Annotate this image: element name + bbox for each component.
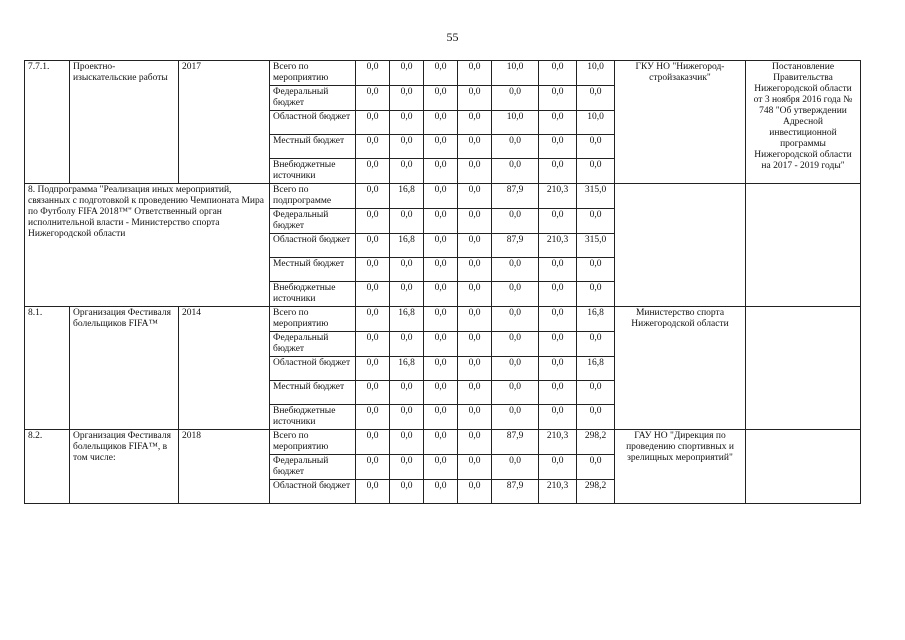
amount-cell: 0,0 [356,455,390,480]
item-year: 2018 [179,430,270,504]
amount-cell: 0,0 [356,307,390,332]
amount-cell: 315,0 [577,234,615,258]
amount-cell: 0,0 [390,405,424,430]
amount-cell: 0,0 [424,332,458,357]
amount-cell: 0,0 [424,282,458,307]
item-year: 2017 [179,61,270,184]
amount-cell: 0,0 [424,381,458,405]
amount-cell: 0,0 [577,381,615,405]
basis-cell: Постановление Правительства Нижегородской области от 3 ноября 2016 года № 748 "Об утверждении Адресной инвестиционной программы Нижегородской области на 2017 - 2019 годы" [746,61,861,184]
funding-source: Всего по подпрограмме [270,184,356,209]
amount-cell: 0,0 [492,307,539,332]
funding-source: Местный бюджет [270,258,356,282]
amount-cell: 0,0 [577,258,615,282]
amount-cell: 0,0 [424,184,458,209]
item-year: 2014 [179,307,270,430]
funding-source: Всего по мероприятию [270,307,356,332]
amount-cell: 0,0 [458,209,492,234]
amount-cell: 87,9 [492,480,539,504]
funding-source: Всего по мероприятию [270,61,356,86]
amount-cell: 0,0 [577,455,615,480]
item-name: Проектно-изыскательские работы [70,61,179,184]
amount-cell: 0,0 [356,234,390,258]
amount-cell: 210,3 [539,430,577,455]
amount-cell: 0,0 [539,405,577,430]
subprogram-title: 8. Подпрограмма "Реализация иных мероприятий, связанных с подготовкой к проведению Чемпионата Мира по Футболу FIFA 2018™" Ответственный орган исполнительной власти - Министерство спорта Нижегородской области [25,184,270,307]
amount-cell: 16,8 [577,357,615,381]
amount-cell: 0,0 [458,258,492,282]
amount-cell: 0,0 [356,357,390,381]
amount-cell: 210,3 [539,480,577,504]
amount-cell: 10,0 [492,111,539,135]
amount-cell: 0,0 [424,234,458,258]
amount-cell: 10,0 [577,111,615,135]
amount-cell: 10,0 [577,61,615,86]
amount-cell: 0,0 [390,430,424,455]
page-number: 55 [446,30,459,44]
amount-cell: 0,0 [539,111,577,135]
item-name: Организация Фестиваля болельщиков FIFA™ [70,307,179,430]
amount-cell: 0,0 [458,480,492,504]
amount-cell: 0,0 [539,381,577,405]
amount-cell: 210,3 [539,184,577,209]
amount-cell: 10,0 [492,61,539,86]
funding-source: Федеральный бюджет [270,455,356,480]
amount-cell: 0,0 [356,405,390,430]
amount-cell: 0,0 [577,86,615,111]
funding-source: Внебюджетные источники [270,159,356,184]
amount-cell: 0,0 [356,61,390,86]
amount-cell: 0,0 [390,258,424,282]
amount-cell: 0,0 [424,455,458,480]
amount-cell: 0,0 [424,405,458,430]
basis-cell [746,430,861,504]
amount-cell: 0,0 [458,135,492,159]
amount-cell: 0,0 [539,258,577,282]
amount-cell: 0,0 [492,135,539,159]
amount-cell: 16,8 [390,357,424,381]
amount-cell: 0,0 [577,209,615,234]
amount-cell: 0,0 [539,282,577,307]
amount-cell: 0,0 [458,111,492,135]
amount-cell: 298,2 [577,430,615,455]
amount-cell: 0,0 [577,332,615,357]
funding-source: Областной бюджет [270,234,356,258]
amount-cell: 16,8 [577,307,615,332]
amount-cell: 87,9 [492,430,539,455]
table-row [25,430,861,455]
amount-cell: 0,0 [539,357,577,381]
executor-cell: ГАУ НО "Дирекция по проведению спортивных и зрелищных мероприятий" [615,430,746,504]
basis-cell [746,307,861,430]
amount-cell: 0,0 [356,86,390,111]
amount-cell: 0,0 [492,258,539,282]
amount-cell: 0,0 [458,430,492,455]
amount-cell: 0,0 [539,159,577,184]
item-code: 8.2. [25,430,70,504]
item-code: 8.1. [25,307,70,430]
amount-cell: 0,0 [492,209,539,234]
amount-cell: 0,0 [539,455,577,480]
amount-cell: 0,0 [390,332,424,357]
amount-cell: 0,0 [424,111,458,135]
funding-source: Областной бюджет [270,480,356,504]
amount-cell: 315,0 [577,184,615,209]
funding-source: Внебюджетные источники [270,405,356,430]
amount-cell: 0,0 [424,135,458,159]
amount-cell: 0,0 [458,61,492,86]
amount-cell: 0,0 [458,307,492,332]
amount-cell: 0,0 [424,209,458,234]
amount-cell: 0,0 [577,405,615,430]
amount-cell: 16,8 [390,234,424,258]
executor-cell: ГКУ НО "Нижегород-стройзаказчик" [615,61,746,184]
amount-cell: 298,2 [577,480,615,504]
amount-cell: 0,0 [424,258,458,282]
amount-cell: 0,0 [424,357,458,381]
amount-cell: 0,0 [539,86,577,111]
amount-cell: 0,0 [356,159,390,184]
funding-source: Федеральный бюджет [270,209,356,234]
funding-source: Областной бюджет [270,357,356,381]
amount-cell: 0,0 [539,135,577,159]
amount-cell: 0,0 [458,381,492,405]
amount-cell: 0,0 [492,282,539,307]
amount-cell: 0,0 [458,86,492,111]
amount-cell: 0,0 [492,357,539,381]
amount-cell: 0,0 [356,381,390,405]
amount-cell: 0,0 [577,282,615,307]
amount-cell: 0,0 [390,111,424,135]
funding-source: Местный бюджет [270,381,356,405]
amount-cell: 0,0 [424,86,458,111]
amount-cell: 0,0 [390,480,424,504]
amount-cell: 0,0 [390,135,424,159]
table-row [25,61,861,86]
amount-cell: 0,0 [424,61,458,86]
amount-cell: 0,0 [539,307,577,332]
amount-cell: 0,0 [390,209,424,234]
basis-cell [746,184,861,307]
amount-cell: 0,0 [492,86,539,111]
funding-source: Местный бюджет [270,135,356,159]
executor-cell [615,184,746,307]
amount-cell: 0,0 [458,282,492,307]
amount-cell: 0,0 [356,430,390,455]
amount-cell: 0,0 [424,480,458,504]
amount-cell: 0,0 [458,159,492,184]
amount-cell: 0,0 [356,332,390,357]
amount-cell: 16,8 [390,184,424,209]
funding-source: Внебюджетные источники [270,282,356,307]
amount-cell: 0,0 [390,381,424,405]
amount-cell: 0,0 [539,209,577,234]
funding-source: Областной бюджет [270,111,356,135]
funding-source: Всего по мероприятию [270,430,356,455]
amount-cell: 0,0 [356,480,390,504]
amount-cell: 0,0 [492,381,539,405]
table-row [25,307,861,332]
amount-cell: 16,8 [390,307,424,332]
amount-cell: 0,0 [458,455,492,480]
amount-cell: 0,0 [492,332,539,357]
amount-cell: 0,0 [356,135,390,159]
amount-cell: 87,9 [492,234,539,258]
amount-cell: 0,0 [424,430,458,455]
financing-table [24,60,861,504]
amount-cell: 0,0 [390,159,424,184]
amount-cell: 0,0 [390,61,424,86]
executor-cell: Министерство спорта Нижегородской области [615,307,746,430]
amount-cell: 0,0 [458,332,492,357]
table-row [25,184,861,209]
amount-cell: 0,0 [539,332,577,357]
amount-cell: 0,0 [390,282,424,307]
amount-cell: 0,0 [356,282,390,307]
amount-cell: 0,0 [424,159,458,184]
amount-cell: 0,0 [356,209,390,234]
amount-cell: 0,0 [390,86,424,111]
amount-cell: 0,0 [424,307,458,332]
amount-cell: 0,0 [356,184,390,209]
amount-cell: 0,0 [492,159,539,184]
amount-cell: 0,0 [539,61,577,86]
amount-cell: 0,0 [390,455,424,480]
amount-cell: 0,0 [458,234,492,258]
item-code: 7.7.1. [25,61,70,184]
amount-cell: 0,0 [577,135,615,159]
amount-cell: 0,0 [577,159,615,184]
amount-cell: 0,0 [458,405,492,430]
amount-cell: 87,9 [492,184,539,209]
amount-cell: 0,0 [458,184,492,209]
amount-cell: 210,3 [539,234,577,258]
amount-cell: 0,0 [492,455,539,480]
funding-source: Федеральный бюджет [270,332,356,357]
item-name: Организация Фестиваля болельщиков FIFA™, в том числе: [70,430,179,504]
amount-cell: 0,0 [356,111,390,135]
amount-cell: 0,0 [458,357,492,381]
amount-cell: 0,0 [356,258,390,282]
funding-source: Федеральный бюджет [270,86,356,111]
amount-cell: 0,0 [492,405,539,430]
